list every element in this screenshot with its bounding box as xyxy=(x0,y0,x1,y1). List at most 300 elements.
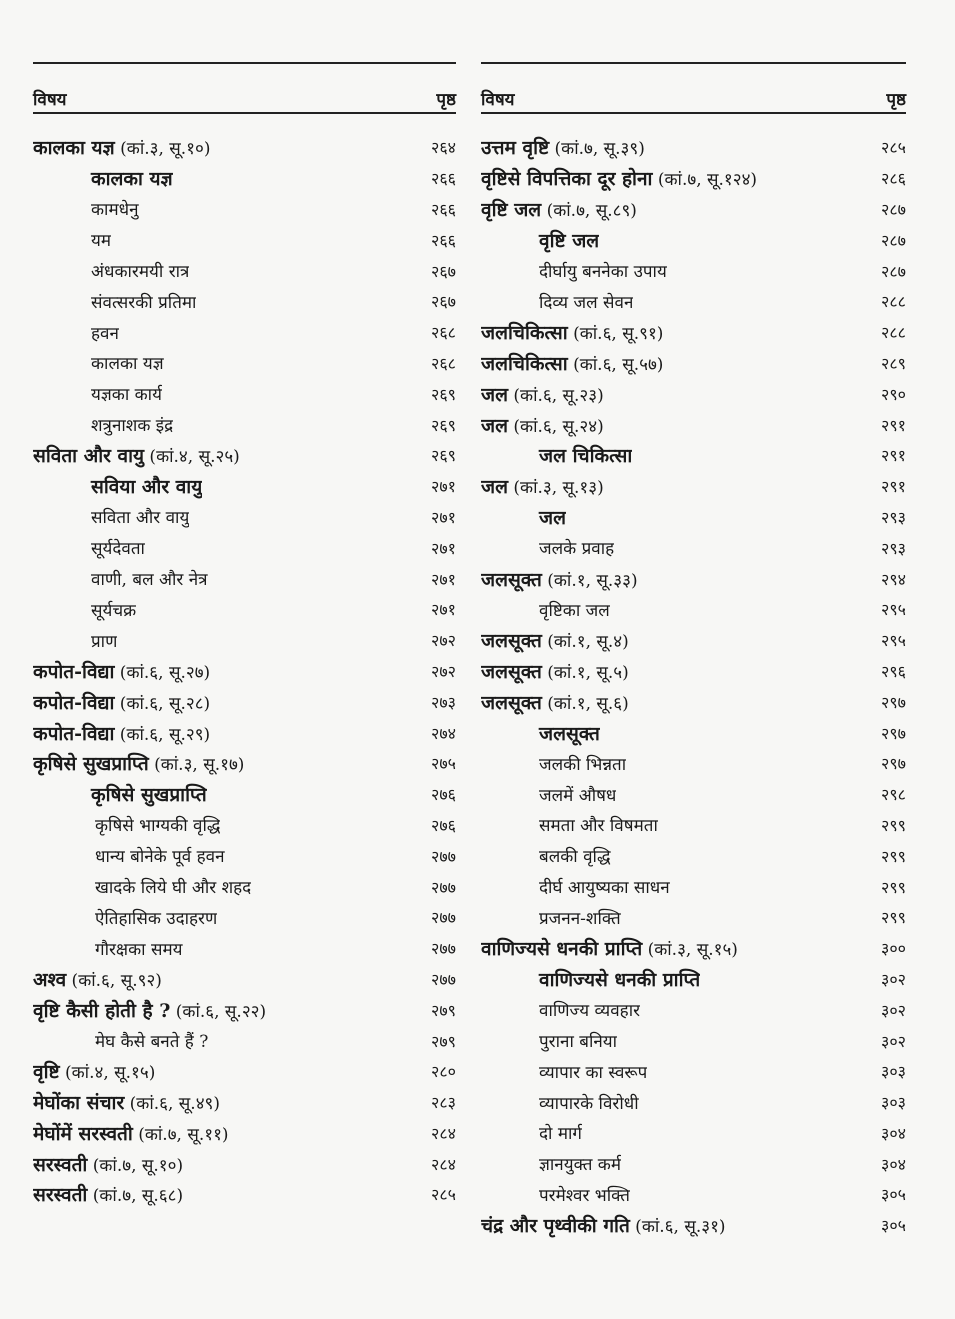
entry-page-number: २८४ xyxy=(431,1123,456,1143)
entry-subtopic: समता और विषमता xyxy=(539,816,658,837)
entry-topic: जलसूक्त xyxy=(481,660,542,683)
entry-page-number: ३०४ xyxy=(881,1154,906,1174)
entry-subtopic: हवन xyxy=(91,323,119,344)
index-entry xyxy=(33,286,456,317)
entry-title xyxy=(33,781,207,807)
entry-reference: (कां.३, सू.१५) xyxy=(642,940,738,961)
entry-topic: वाणिज्यसे धनकी प्राप्ति xyxy=(539,968,701,991)
index-entry xyxy=(33,132,456,163)
left-column xyxy=(33,62,456,1210)
entry-page-number: २७२ xyxy=(431,661,456,681)
entry-subtopic: कालका यज्ञ xyxy=(91,354,164,375)
index-entry xyxy=(33,563,456,594)
entry-title xyxy=(33,1029,208,1052)
entry-page-number: ३०२ xyxy=(881,969,906,989)
entry-page-number: ३०४ xyxy=(881,1123,906,1143)
entry-page-number: २९१ xyxy=(881,446,906,466)
entry-title xyxy=(33,134,211,160)
entry-subtopic: कामधेनु xyxy=(91,200,139,221)
entry-page-number: २९९ xyxy=(881,877,906,897)
entry-subtopic: वाणी, बल और नेत्र xyxy=(91,570,208,591)
entry-title xyxy=(481,566,638,592)
entry-page-number: २९७ xyxy=(881,754,906,774)
index-entry xyxy=(481,625,906,656)
index-entry xyxy=(33,1087,456,1118)
entry-topic: मेघोंमें सरस्वती xyxy=(33,1122,133,1145)
entry-title xyxy=(481,720,600,746)
index-entry xyxy=(481,317,906,348)
index-entry xyxy=(33,348,456,379)
entry-topic: वृष्टि xyxy=(33,1061,60,1084)
entry-subtopic: दीर्घ आयुष्यका साधन xyxy=(539,878,670,899)
index-entry xyxy=(33,748,456,779)
entry-subtopic: जलके प्रवाह xyxy=(539,539,615,560)
entry-page-number: २६६ xyxy=(431,199,456,219)
index-entry xyxy=(481,1118,906,1149)
entry-page-number: २६९ xyxy=(431,446,456,466)
entry-topic: सरस्वती xyxy=(33,1153,88,1176)
entry-subtopic: व्यापार का स्वरूप xyxy=(539,1062,648,1083)
index-entry xyxy=(481,871,906,902)
entry-reference: (कां.६, सू.२४) xyxy=(507,416,604,437)
index-entry xyxy=(481,810,906,841)
entry-topic: जल चिकित्सा xyxy=(539,445,633,468)
entry-subtopic: पुराना बनिया xyxy=(539,1032,618,1052)
entry-title xyxy=(33,351,164,374)
subject-heading: विषय xyxy=(33,90,67,110)
entry-title xyxy=(481,813,658,836)
entry-title xyxy=(33,1120,229,1146)
entry-page-number: २९१ xyxy=(881,415,906,435)
entry-topic: वृष्टि जल xyxy=(481,198,542,221)
entry-page-number: २८५ xyxy=(431,1185,456,1205)
entry-page-number: २८४ xyxy=(431,1154,456,1174)
index-entry xyxy=(481,348,906,379)
index-entry xyxy=(33,656,456,687)
entry-title xyxy=(33,505,189,528)
entry-page-number: २६४ xyxy=(431,138,456,158)
entry-reference: (कां.६, सू.२९) xyxy=(114,724,211,745)
entry-page-number: २९१ xyxy=(881,477,906,497)
entry-reference: (कां.७, सू.८९) xyxy=(541,200,637,221)
entry-title xyxy=(481,1152,621,1175)
entry-page-number: २७१ xyxy=(431,507,456,527)
entry-topic: जलसूक्त xyxy=(539,722,600,745)
entry-subtopic: प्रजनन-शक्ति xyxy=(539,908,621,929)
entry-title xyxy=(481,473,604,499)
entry-page-number: २७१ xyxy=(431,538,456,558)
entry-topic: वृष्टि जल xyxy=(539,229,600,252)
entry-title xyxy=(481,935,738,961)
index-entry xyxy=(33,378,456,409)
entry-title xyxy=(481,1183,630,1206)
entry-page-number: २७२ xyxy=(431,631,456,651)
entry-title xyxy=(481,319,663,345)
entry-reference: (कां.६, सू.२२) xyxy=(170,1001,267,1022)
entry-subtopic: सविता और वायु xyxy=(91,508,190,529)
entry-title xyxy=(481,689,629,715)
entry-title xyxy=(481,536,614,559)
index-entry xyxy=(481,656,906,687)
entry-title xyxy=(33,1151,183,1177)
entry-reference: (कां.१, सू.३३) xyxy=(541,570,638,591)
entry-title xyxy=(481,598,610,621)
entry-title xyxy=(33,321,119,344)
entry-page-number: २८० xyxy=(431,1062,456,1082)
entry-title xyxy=(33,473,202,499)
entry-subtopic: यज्ञका कार्य xyxy=(91,385,162,406)
index-entry xyxy=(481,471,906,502)
entry-page-number: २६९ xyxy=(431,384,456,404)
entry-page-number: २६८ xyxy=(431,323,456,343)
index-entry xyxy=(481,748,906,779)
entry-reference: (कां.७, सू.१०) xyxy=(87,1155,184,1176)
index-entry xyxy=(33,1118,456,1149)
index-entry xyxy=(481,194,906,225)
entry-title xyxy=(481,134,645,160)
entry-page-number: २७७ xyxy=(431,939,456,959)
entry-page-number: २७६ xyxy=(431,815,456,835)
entry-title xyxy=(481,227,599,253)
entry-title xyxy=(33,997,266,1023)
index-entry xyxy=(33,810,456,841)
index-entry xyxy=(33,686,456,717)
entry-page-number: २६७ xyxy=(431,292,456,312)
entry-title xyxy=(33,442,240,468)
index-entry xyxy=(481,163,906,194)
entry-page-number: २७७ xyxy=(431,846,456,866)
entry-subtopic: शत्रुनाशक इंद्र xyxy=(91,416,174,437)
entry-topic: उत्तम वृष्टि xyxy=(481,137,550,160)
entry-reference: (कां.३, सू.१०) xyxy=(114,139,211,160)
entry-page-number: ३०२ xyxy=(881,1031,906,1051)
index-entry xyxy=(33,902,456,933)
entry-title xyxy=(481,350,663,376)
entry-page-number: २९७ xyxy=(881,723,906,743)
index-entry xyxy=(481,378,906,409)
entry-topic: वृष्टिसे विपत्तिका दूर होना xyxy=(481,168,653,191)
entry-page-number: २९५ xyxy=(881,600,906,620)
entry-topic: चंद्र और पृथ्वीकी गति xyxy=(481,1215,630,1238)
index-entry xyxy=(481,964,906,995)
index-entry xyxy=(33,163,456,194)
entry-page-number: २६९ xyxy=(431,415,456,435)
entry-title xyxy=(481,998,640,1021)
index-entry xyxy=(33,1148,456,1179)
index-entry xyxy=(33,409,456,440)
entry-title xyxy=(33,598,136,621)
entry-page-number: २८७ xyxy=(881,199,906,219)
entry-page-number: २७५ xyxy=(431,754,456,774)
entry-page-number: २९६ xyxy=(881,661,906,681)
entry-page-number: २७७ xyxy=(431,908,456,928)
entry-topic: जलसूक्त xyxy=(481,568,542,591)
entry-reference: (कां.७, सू.११) xyxy=(132,1124,229,1145)
index-entry xyxy=(33,255,456,286)
entry-topic: मेघोंका संचार xyxy=(33,1092,125,1115)
entry-reference: (कां.६, सू.२८) xyxy=(114,693,211,714)
entry-title xyxy=(33,658,210,684)
entry-title xyxy=(481,1060,647,1083)
entry-reference: (कां.३, सू.१३) xyxy=(507,478,604,499)
entry-title xyxy=(481,381,604,407)
entry-page-number: २७१ xyxy=(431,569,456,589)
entry-reference: (कां.६, सू.४९) xyxy=(124,1094,221,1115)
entry-reference: (कां.६, सू.३१) xyxy=(629,1217,726,1238)
index-entry xyxy=(481,409,906,440)
entry-page-number: २७६ xyxy=(431,785,456,805)
entry-page-number: ३०२ xyxy=(881,1000,906,1020)
entry-title xyxy=(33,165,173,191)
entry-title xyxy=(481,783,616,806)
entry-page-number: २६६ xyxy=(431,169,456,189)
index-entry xyxy=(481,994,906,1025)
entry-subtopic: वृष्टिका जल xyxy=(539,600,610,621)
index-entry xyxy=(481,286,906,317)
entry-subtopic: सूर्यदेवता xyxy=(91,539,145,560)
entry-page-number: २९० xyxy=(881,384,906,404)
entry-topic: वृष्टि कैसी होती है ? xyxy=(33,999,171,1022)
index-entry xyxy=(33,840,456,871)
entry-title xyxy=(33,629,117,652)
entry-title xyxy=(481,1212,726,1238)
entry-page-number: २८९ xyxy=(881,353,906,373)
index-entry xyxy=(33,194,456,225)
entry-page-number: २८७ xyxy=(881,230,906,250)
index-list xyxy=(33,132,456,1210)
entry-page-number: २८८ xyxy=(881,323,906,343)
entry-reference: (कां.७, सू.३९) xyxy=(549,139,645,160)
entry-topic: जलचिकित्सा xyxy=(481,352,568,375)
entry-page-number: २९३ xyxy=(881,538,906,558)
entry-topic: जल xyxy=(481,383,508,406)
index-entry xyxy=(33,964,456,995)
index-entry xyxy=(33,1179,456,1210)
entry-topic: सविता और वायु xyxy=(33,445,145,468)
entry-subtopic: वाणिज्य व्यवहार xyxy=(539,1001,641,1022)
entry-reference: (कां.६, सू.९१) xyxy=(567,324,664,345)
index-entry xyxy=(33,717,456,748)
entry-title xyxy=(481,259,667,282)
entry-topic: अश्व xyxy=(33,968,67,991)
entry-page-number: २६६ xyxy=(431,230,456,250)
right-column xyxy=(481,62,906,1241)
entry-topic: कृषिसे सुखप्राप्ति xyxy=(91,784,207,807)
entry-topic: जलसूक्त xyxy=(481,691,542,714)
entry-page-number: २९८ xyxy=(881,785,906,805)
entry-topic: जलचिकित्सा xyxy=(481,322,568,345)
index-entry xyxy=(481,717,906,748)
entry-page-number: २७४ xyxy=(431,723,456,743)
index-entry xyxy=(33,994,456,1025)
index-entry xyxy=(481,1087,906,1118)
entry-page-number: २८३ xyxy=(431,1093,456,1113)
index-entry xyxy=(481,1179,906,1210)
entry-topic: सविया और वायु xyxy=(91,476,203,499)
entry-title xyxy=(33,1181,183,1207)
entry-title xyxy=(481,906,621,929)
entry-page-number: ३०५ xyxy=(881,1185,906,1205)
entry-reference: (कां.६, सू.२३) xyxy=(507,385,604,406)
entry-title xyxy=(33,197,139,220)
entry-topic: कपोत-विद्या xyxy=(33,691,115,714)
index-entry xyxy=(33,594,456,625)
entry-reference: (कां.६, सू.९२) xyxy=(66,970,162,991)
entry-title xyxy=(481,966,700,992)
entry-subtopic: कृषिसे भाग्यकी वृद्धि xyxy=(95,816,221,837)
index-entry xyxy=(33,1056,456,1087)
entry-page-number: २९७ xyxy=(881,692,906,712)
entry-title xyxy=(33,228,111,251)
entry-page-number: २९९ xyxy=(881,908,906,928)
entry-title xyxy=(481,504,566,530)
entry-title xyxy=(33,844,225,867)
entry-page-number: २८६ xyxy=(881,169,906,189)
entry-page-number: २९९ xyxy=(881,815,906,835)
index-entry xyxy=(481,132,906,163)
entry-reference: (कां.७, सू.६८) xyxy=(87,1186,184,1207)
index-entry xyxy=(481,1025,906,1056)
index-entry xyxy=(481,779,906,810)
entry-page-number: २७१ xyxy=(431,477,456,497)
entry-title xyxy=(33,1058,155,1084)
entry-page-number: २९५ xyxy=(881,631,906,651)
index-entry xyxy=(481,224,906,255)
entry-title xyxy=(33,382,162,405)
entry-subtopic: यम xyxy=(91,231,112,252)
entry-subtopic: अंधकारमयी रात्र xyxy=(91,262,190,283)
index-entry xyxy=(481,933,906,964)
entry-page-number: २७७ xyxy=(431,969,456,989)
entry-page-number: २९९ xyxy=(881,846,906,866)
entry-title xyxy=(33,1089,220,1115)
entry-reference: (कां.१, सू.६) xyxy=(541,693,629,714)
entry-page-number: २९४ xyxy=(881,569,906,589)
page-heading: पृष्ठ xyxy=(886,90,906,110)
index-entry xyxy=(33,440,456,471)
entry-title xyxy=(33,813,220,836)
entry-title xyxy=(33,536,145,559)
entry-title xyxy=(481,290,633,313)
entry-page-number: २६८ xyxy=(431,353,456,373)
entry-page-number: ३०५ xyxy=(881,1216,906,1236)
entry-page-number: ३०० xyxy=(881,939,906,959)
entry-subtopic: संवत्सरकी प्रतिमा xyxy=(91,292,197,313)
entry-topic: कृषिसे सुखप्राप्ति xyxy=(33,753,149,776)
entry-topic: जलसूक्त xyxy=(481,630,542,653)
index-entry xyxy=(481,563,906,594)
index-entry xyxy=(481,440,906,471)
entry-title xyxy=(33,689,210,715)
entry-subtopic: सूर्यचक्र xyxy=(91,600,137,621)
entry-topic: वाणिज्यसे धनकी प्राप्ति xyxy=(481,938,643,961)
entry-title xyxy=(481,412,604,438)
entry-reference: (कां.७, सू.१२४) xyxy=(652,170,758,191)
index-entry xyxy=(481,902,906,933)
entry-title xyxy=(33,290,196,313)
entry-reference: (कां.४, सू.१५) xyxy=(59,1063,156,1084)
entry-page-number: २७७ xyxy=(431,877,456,897)
index-entry xyxy=(481,502,906,533)
entry-subtopic: बलकी वृद्धि xyxy=(539,847,611,868)
entry-title xyxy=(481,442,632,468)
top-rule xyxy=(481,62,906,64)
entry-page-number: २८८ xyxy=(881,292,906,312)
entry-subtopic: गौरक्षका समय xyxy=(95,939,183,960)
entry-page-number: २८५ xyxy=(881,138,906,158)
column-header xyxy=(481,80,906,114)
index-entry xyxy=(33,871,456,902)
entry-title xyxy=(33,966,162,992)
index-entry xyxy=(33,532,456,563)
entry-reference: (कां.६, सू.२७) xyxy=(114,662,211,683)
entry-title xyxy=(33,750,244,776)
entry-page-number: २७१ xyxy=(431,600,456,620)
entry-subtopic: मेघ कैसे बनते हैं ? xyxy=(95,1032,209,1052)
index-entry xyxy=(481,686,906,717)
index-entry xyxy=(481,1210,906,1241)
entry-title xyxy=(33,875,251,898)
index-entry xyxy=(481,594,906,625)
index-list xyxy=(481,132,906,1241)
entry-title xyxy=(33,906,217,929)
entry-title xyxy=(481,752,626,775)
entry-subtopic: धान्य बोनेके पूर्व हवन xyxy=(95,847,225,868)
entry-subtopic: ज्ञानयुक्त कर्म xyxy=(539,1155,622,1176)
index-entry xyxy=(481,532,906,563)
entry-title xyxy=(481,196,637,222)
entry-subtopic: जलकी भिन्नता xyxy=(539,754,627,775)
index-entry xyxy=(33,625,456,656)
entry-topic: कालका यज्ञ xyxy=(33,137,115,160)
entry-page-number: ३०३ xyxy=(881,1062,906,1082)
entry-reference: (कां.६, सू.५७) xyxy=(567,354,664,375)
entry-title xyxy=(481,1029,617,1052)
page-heading: पृष्ठ xyxy=(436,90,456,110)
entry-title xyxy=(481,844,611,867)
entry-title xyxy=(481,1091,639,1114)
index-entry xyxy=(33,933,456,964)
entry-title xyxy=(33,413,173,436)
entry-topic: जल xyxy=(539,506,566,529)
entry-subtopic: प्राण xyxy=(91,631,118,652)
index-entry xyxy=(33,1025,456,1056)
top-rule xyxy=(33,62,456,64)
entry-subtopic: व्यापारके विरोधी xyxy=(539,1093,639,1114)
entry-title xyxy=(481,658,629,684)
index-entry xyxy=(33,502,456,533)
entry-page-number: २७९ xyxy=(431,1000,456,1020)
entry-title xyxy=(481,1121,582,1144)
entry-topic: कपोत-विद्या xyxy=(33,722,115,745)
entry-page-number: २६७ xyxy=(431,261,456,281)
entry-topic: जल xyxy=(481,476,508,499)
entry-title xyxy=(33,567,208,590)
entry-subtopic: ऐतिहासिक उदाहरण xyxy=(95,908,218,929)
entry-topic: सरस्वती xyxy=(33,1184,88,1207)
entry-title xyxy=(33,720,210,746)
entry-reference: (कां.३, सू.१७) xyxy=(148,755,245,776)
index-entry xyxy=(33,779,456,810)
entry-page-number: ३०३ xyxy=(881,1093,906,1113)
entry-subtopic: दिव्य जल सेवन xyxy=(539,292,634,313)
entry-topic: कालका यज्ञ xyxy=(91,168,173,191)
column-header xyxy=(33,80,456,114)
index-entry xyxy=(33,471,456,502)
entry-subtopic: दो मार्ग xyxy=(539,1124,582,1145)
index-entry xyxy=(481,840,906,871)
index-entry xyxy=(481,255,906,286)
